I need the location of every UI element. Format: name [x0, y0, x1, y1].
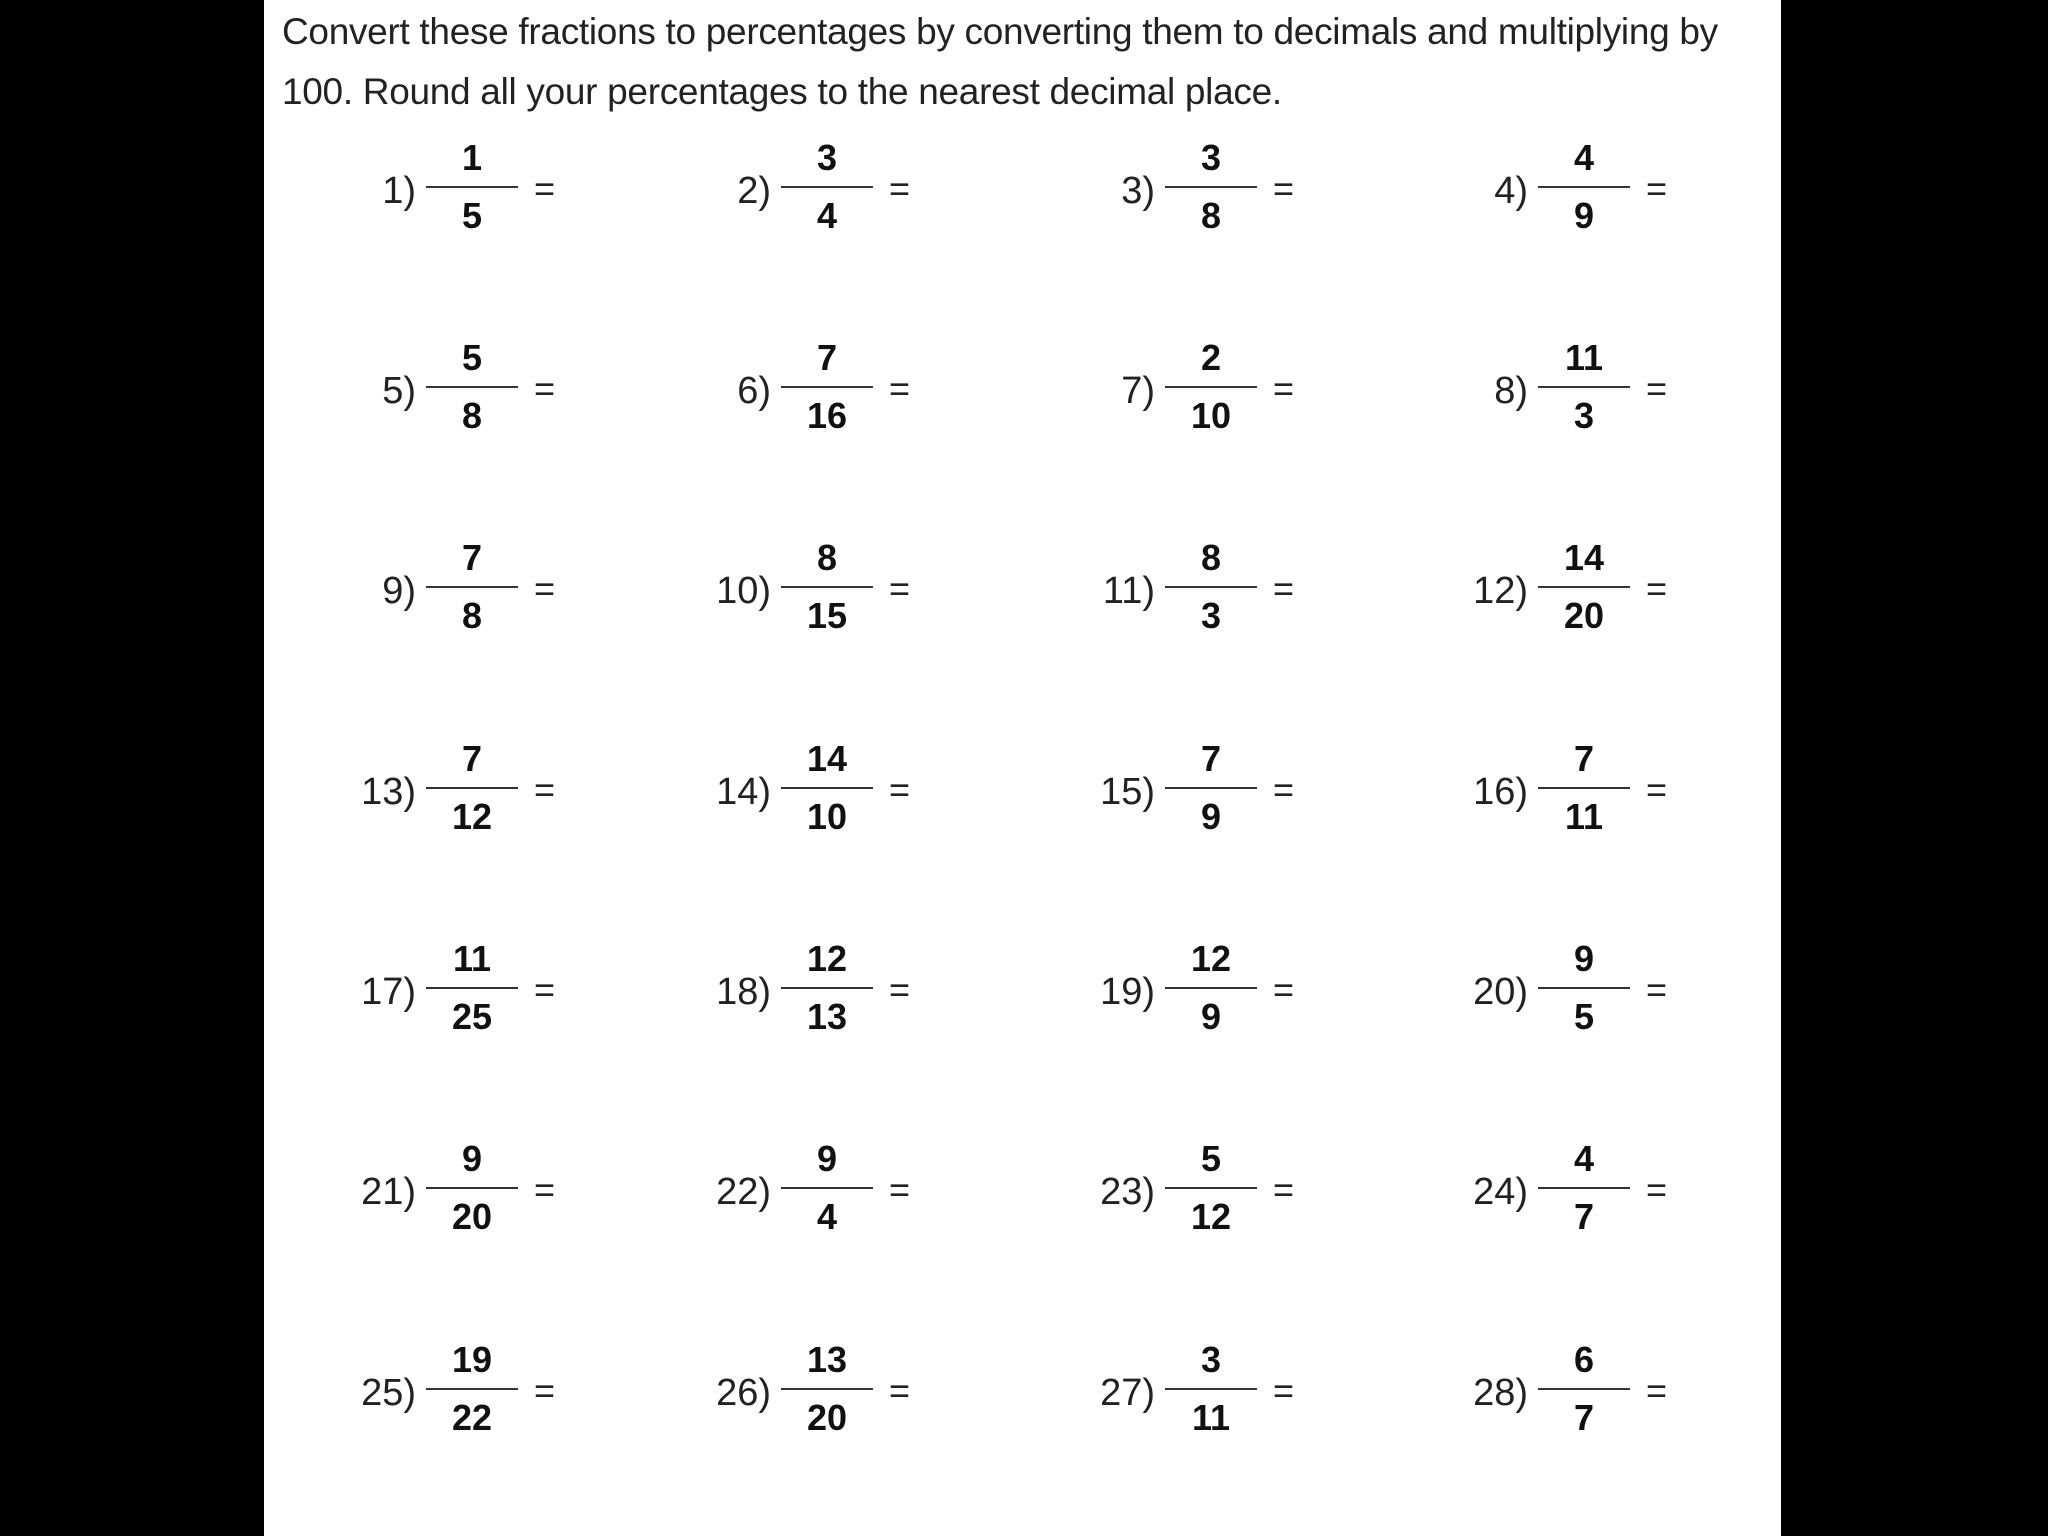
denominator: 7 — [1573, 1196, 1595, 1237]
fraction — [777, 1334, 877, 1444]
denominator: 20 — [1563, 595, 1605, 636]
problem-4 — [1426, 132, 1786, 252]
problem-number: 4) — [1494, 170, 1528, 212]
fraction-bar — [426, 787, 518, 789]
denominator: 8 — [1200, 195, 1222, 236]
denominator: 10 — [806, 796, 848, 837]
fraction — [1534, 1334, 1634, 1444]
numerator: 2 — [1200, 337, 1222, 378]
denominator: 10 — [1190, 395, 1232, 436]
denominator: 12 — [451, 796, 493, 837]
problem-19 — [1053, 933, 1413, 1053]
equals-sign: = — [534, 769, 556, 810]
problem-7 — [1053, 332, 1413, 452]
numerator: 12 — [806, 938, 848, 979]
equals-sign: = — [1273, 368, 1295, 409]
problem-number: 11) — [1102, 570, 1155, 612]
numerator: 7 — [1573, 738, 1595, 779]
numerator: 3 — [816, 137, 838, 178]
fraction-bar — [1538, 1187, 1630, 1189]
problem-9 — [314, 532, 674, 652]
fraction-bar — [1538, 586, 1630, 588]
fraction — [777, 1133, 877, 1243]
problem-1 — [314, 132, 674, 252]
instructions: Convert these fractions to percentages by converting them to decimals and multiplying by 100. Round all your percentages to the nearest decimal place. — [282, 11, 1718, 112]
numerator: 9 — [1573, 938, 1595, 979]
numerator: 12 — [1190, 938, 1232, 979]
fraction — [1534, 933, 1634, 1043]
equals-sign: = — [534, 1370, 556, 1411]
fraction — [422, 332, 522, 442]
numerator: 4 — [1573, 1138, 1595, 1179]
numerator: 4 — [1573, 137, 1595, 178]
fraction-bar — [1165, 987, 1257, 989]
problem-8 — [1426, 332, 1786, 452]
problem-number: 10) — [716, 570, 771, 612]
numerator: 6 — [1573, 1339, 1595, 1380]
problem-number: 16) — [1473, 771, 1528, 813]
problem-number: 14) — [716, 771, 771, 813]
denominator: 8 — [461, 595, 483, 636]
denominator: 5 — [461, 195, 483, 236]
denominator: 22 — [451, 1397, 493, 1438]
fraction-bar — [781, 987, 873, 989]
numerator: 11 — [1564, 337, 1604, 378]
problem-number: 18) — [716, 971, 771, 1013]
problem-6 — [669, 332, 1029, 452]
problem-number: 26) — [716, 1372, 771, 1414]
fraction — [1161, 532, 1261, 642]
fraction-bar — [1165, 1388, 1257, 1390]
problem-5 — [314, 332, 674, 452]
denominator: 4 — [816, 1196, 838, 1237]
fraction — [422, 733, 522, 843]
fraction-bar — [1165, 186, 1257, 188]
numerator: 5 — [461, 337, 483, 378]
problem-number: 28) — [1473, 1372, 1528, 1414]
denominator: 9 — [1200, 996, 1222, 1037]
equals-sign: = — [889, 168, 911, 209]
fraction — [422, 1133, 522, 1243]
fraction-bar — [781, 787, 873, 789]
equals-sign: = — [1273, 1169, 1295, 1210]
problem-23 — [1053, 1133, 1413, 1253]
equals-sign: = — [1646, 769, 1668, 810]
fraction-bar — [1538, 987, 1630, 989]
problem-12 — [1426, 532, 1786, 652]
equals-sign: = — [1273, 1370, 1295, 1411]
denominator: 20 — [806, 1397, 848, 1438]
equals-sign: = — [534, 168, 556, 209]
fraction-bar — [1165, 787, 1257, 789]
numerator: 11 — [452, 938, 492, 979]
fraction-bar — [781, 1187, 873, 1189]
problem-number: 15) — [1100, 771, 1155, 813]
equals-sign: = — [1273, 568, 1295, 609]
problem-16 — [1426, 733, 1786, 853]
fraction-bar — [781, 386, 873, 388]
numerator: 14 — [1563, 537, 1605, 578]
problem-number: 19) — [1100, 971, 1155, 1013]
fraction — [1534, 532, 1634, 642]
equals-sign: = — [1646, 1370, 1668, 1411]
problem-17 — [314, 933, 674, 1053]
equals-sign: = — [1273, 969, 1295, 1010]
numerator: 8 — [1200, 537, 1222, 578]
problem-number: 20) — [1473, 971, 1528, 1013]
fraction-bar — [781, 586, 873, 588]
equals-sign: = — [534, 969, 556, 1010]
problem-2 — [669, 132, 1029, 252]
equals-sign: = — [1646, 1169, 1668, 1210]
problem-number: 25) — [361, 1372, 416, 1414]
fraction-bar — [1538, 386, 1630, 388]
denominator: 7 — [1573, 1397, 1595, 1438]
worksheet-page — [264, 0, 1781, 1536]
problem-number: 24) — [1473, 1171, 1528, 1213]
numerator: 8 — [816, 537, 838, 578]
numerator: 14 — [806, 738, 848, 779]
problem-number: 9) — [382, 570, 416, 612]
denominator: 9 — [1200, 796, 1222, 837]
problem-number: 22) — [716, 1171, 771, 1213]
fraction — [777, 933, 877, 1043]
equals-sign: = — [534, 368, 556, 409]
problem-number: 3) — [1121, 170, 1155, 212]
fraction — [422, 132, 522, 242]
problem-number: 6) — [737, 370, 771, 412]
fraction — [1534, 332, 1634, 442]
denominator: 12 — [1190, 1196, 1232, 1237]
problem-13 — [314, 733, 674, 853]
problem-number: 2) — [737, 170, 771, 212]
problem-28 — [1426, 1334, 1786, 1454]
denominator: 3 — [1573, 395, 1595, 436]
denominator: 9 — [1573, 195, 1595, 236]
denominator: 13 — [806, 996, 848, 1037]
fraction-bar — [1538, 186, 1630, 188]
denominator: 20 — [451, 1196, 493, 1237]
denominator: 5 — [1573, 996, 1595, 1037]
fraction — [1161, 1133, 1261, 1243]
equals-sign: = — [1646, 568, 1668, 609]
problem-number: 1) — [382, 170, 416, 212]
equals-sign: = — [889, 368, 911, 409]
problem-14 — [669, 733, 1029, 853]
fraction-bar — [426, 987, 518, 989]
equals-sign: = — [889, 568, 911, 609]
problem-15 — [1053, 733, 1413, 853]
denominator: 8 — [461, 395, 483, 436]
denominator: 16 — [806, 395, 848, 436]
equals-sign: = — [1646, 969, 1668, 1010]
problem-number: 7) — [1121, 370, 1155, 412]
problem-22 — [669, 1133, 1029, 1253]
numerator: 9 — [461, 1138, 483, 1179]
fraction — [1161, 733, 1261, 843]
denominator: 15 — [806, 595, 848, 636]
equals-sign: = — [1273, 769, 1295, 810]
fraction — [422, 532, 522, 642]
denominator: 25 — [451, 996, 493, 1037]
numerator: 1 — [461, 137, 483, 178]
denominator: 4 — [816, 195, 838, 236]
fraction — [1161, 933, 1261, 1043]
fraction — [422, 933, 522, 1043]
fraction-bar — [1538, 787, 1630, 789]
numerator: 7 — [461, 537, 483, 578]
fraction — [777, 132, 877, 242]
problem-number: 27) — [1100, 1372, 1155, 1414]
fraction — [777, 332, 877, 442]
problem-25 — [314, 1334, 674, 1454]
problem-number: 21) — [361, 1171, 416, 1213]
fraction-bar — [1165, 386, 1257, 388]
fraction-bar — [1538, 1388, 1630, 1390]
equals-sign: = — [534, 568, 556, 609]
equals-sign: = — [1646, 368, 1668, 409]
problem-27 — [1053, 1334, 1413, 1454]
numerator: 5 — [1200, 1138, 1222, 1179]
problem-3 — [1053, 132, 1413, 252]
problem-number: 5) — [382, 370, 416, 412]
fraction — [1161, 332, 1261, 442]
problem-number: 12) — [1473, 570, 1528, 612]
numerator: 7 — [1200, 738, 1222, 779]
fraction-bar — [426, 586, 518, 588]
fraction-bar — [1165, 586, 1257, 588]
numerator: 9 — [816, 1138, 838, 1179]
problem-number: 13) — [361, 771, 416, 813]
equals-sign: = — [889, 1169, 911, 1210]
fraction — [777, 733, 877, 843]
numerator: 13 — [806, 1339, 848, 1380]
denominator: 11 — [1191, 1397, 1231, 1438]
fraction — [1534, 1133, 1634, 1243]
problem-26 — [669, 1334, 1029, 1454]
numerator: 19 — [451, 1339, 493, 1380]
fraction — [1534, 132, 1634, 242]
fraction — [1161, 132, 1261, 242]
fraction-bar — [426, 1388, 518, 1390]
fraction-bar — [426, 386, 518, 388]
numerator: 7 — [461, 738, 483, 779]
fraction — [1161, 1334, 1261, 1444]
problem-10 — [669, 532, 1029, 652]
fraction-bar — [1165, 1187, 1257, 1189]
equals-sign: = — [889, 1370, 911, 1411]
fraction — [422, 1334, 522, 1444]
fraction — [777, 532, 877, 642]
equals-sign: = — [1646, 168, 1668, 209]
numerator: 3 — [1200, 1339, 1222, 1380]
fraction-bar — [781, 186, 873, 188]
problem-18 — [669, 933, 1029, 1053]
denominator: 11 — [1564, 796, 1604, 837]
numerator: 3 — [1200, 137, 1222, 178]
equals-sign: = — [889, 969, 911, 1010]
equals-sign: = — [534, 1169, 556, 1210]
problem-number: 17) — [361, 971, 416, 1013]
problem-20 — [1426, 933, 1786, 1053]
equals-sign: = — [889, 769, 911, 810]
problem-number: 8) — [1494, 370, 1528, 412]
numerator: 7 — [816, 337, 838, 378]
problem-11 — [1053, 532, 1413, 652]
problem-number: 23) — [1100, 1171, 1155, 1213]
problem-24 — [1426, 1133, 1786, 1253]
denominator: 3 — [1200, 595, 1222, 636]
problem-21 — [314, 1133, 674, 1253]
equals-sign: = — [1273, 168, 1295, 209]
fraction-bar — [426, 186, 518, 188]
fraction — [1534, 733, 1634, 843]
fraction-bar — [426, 1187, 518, 1189]
fraction-bar — [781, 1388, 873, 1390]
